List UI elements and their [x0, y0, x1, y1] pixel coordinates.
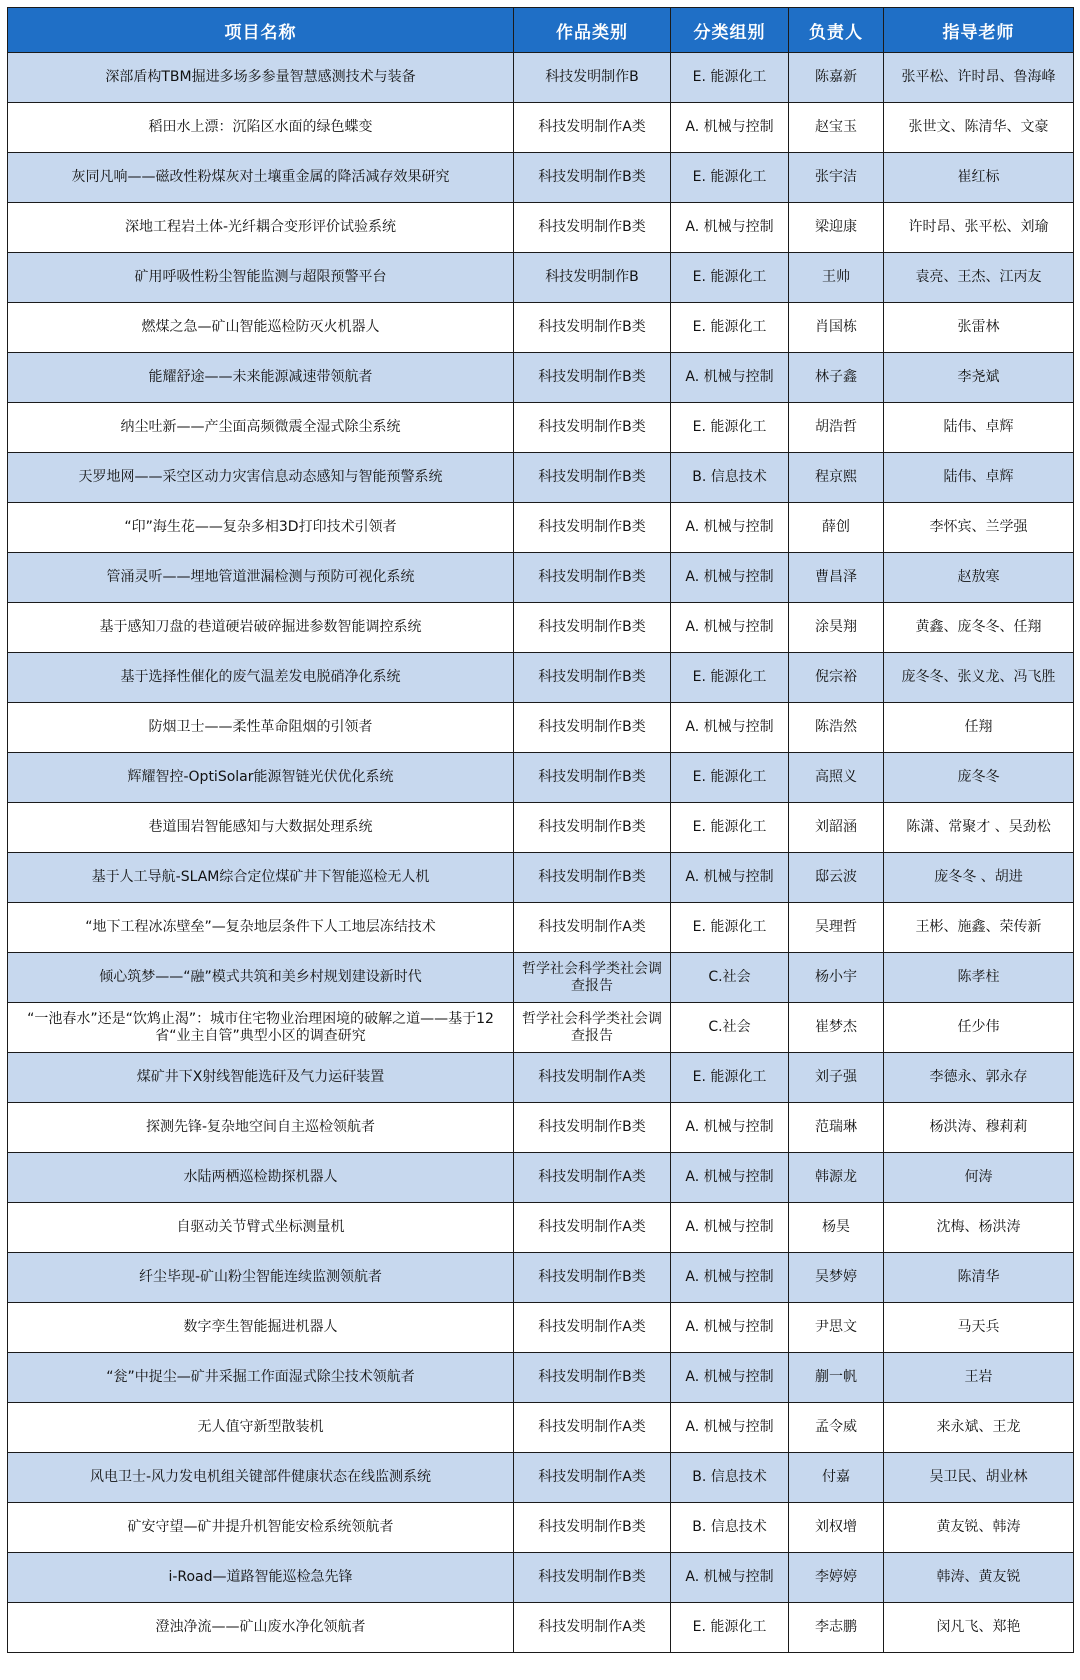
- project-name-cell: 纤尘毕现-矿山粉尘智能连续监测领航者: [8, 1253, 514, 1303]
- advisor-cell: 马天兵: [884, 1303, 1074, 1353]
- table-row: [8, 1453, 1074, 1503]
- leader-cell: 张宇洁: [789, 153, 884, 203]
- work-category-cell: 科技发明制作B类: [514, 753, 671, 803]
- group-cell: E. 能源化工: [671, 903, 789, 953]
- project-name-cell: 基于人工导航-SLAM综合定位煤矿井下智能巡检无人机: [8, 853, 514, 903]
- table-row: [8, 1403, 1074, 1453]
- table-row: [8, 603, 1074, 653]
- table-row: [8, 103, 1074, 153]
- leader-cell: 梁迎康: [789, 203, 884, 253]
- project-name-cell: 巷道围岩智能感知与大数据处理系统: [8, 803, 514, 853]
- leader-cell: 李志鹏: [789, 1603, 884, 1653]
- project-name-cell: 探测先锋-复杂地空间自主巡检领航者: [8, 1103, 514, 1153]
- advisor-cell: 王彬、施鑫、荣传新: [884, 903, 1074, 953]
- group-cell: A. 机械与控制: [671, 853, 789, 903]
- table-row: [8, 153, 1074, 203]
- project-name-cell: 深地工程岩土体-光纤耦合变形评价试验系统: [8, 203, 514, 253]
- work-category-cell: 科技发明制作B类: [514, 603, 671, 653]
- leader-cell: 高照义: [789, 753, 884, 803]
- leader-cell: 王帅: [789, 253, 884, 303]
- table-row: [8, 503, 1074, 553]
- project-name-cell: 灰同凡响——磁改性粉煤灰对土壤重金属的降活减存效果研究: [8, 153, 514, 203]
- advisor-cell: 张平松、许时昂、鲁海峰: [884, 53, 1074, 103]
- group-cell: C.社会: [671, 953, 789, 1003]
- group-cell: A. 机械与控制: [671, 1153, 789, 1203]
- advisor-cell: 黄鑫、庞冬冬、任翔: [884, 603, 1074, 653]
- project-name-cell: 基于选择性催化的废气温差发电脱硝净化系统: [8, 653, 514, 703]
- work-category-cell: 科技发明制作A类: [514, 903, 671, 953]
- group-cell: E. 能源化工: [671, 53, 789, 103]
- advisor-cell: 任少伟: [884, 1003, 1074, 1053]
- group-cell: A. 机械与控制: [671, 353, 789, 403]
- table-row: [8, 353, 1074, 403]
- work-category-cell: 科技发明制作B类: [514, 1353, 671, 1403]
- leader-cell: 刘韶涵: [789, 803, 884, 853]
- leader-cell: 尹思文: [789, 1303, 884, 1353]
- advisor-cell: 张雷林: [884, 303, 1074, 353]
- group-cell: E. 能源化工: [671, 303, 789, 353]
- advisor-cell: 陆伟、卓辉: [884, 403, 1074, 453]
- group-cell: A. 机械与控制: [671, 1403, 789, 1453]
- advisor-cell: 杨洪涛、穆莉莉: [884, 1103, 1074, 1153]
- group-cell: A. 机械与控制: [671, 603, 789, 653]
- table-row: [8, 553, 1074, 603]
- group-cell: A. 机械与控制: [671, 1553, 789, 1603]
- work-category-cell: 科技发明制作B类: [514, 653, 671, 703]
- project-name-cell: 数字孪生智能掘进机器人: [8, 1303, 514, 1353]
- work-category-cell: 科技发明制作B类: [514, 453, 671, 503]
- project-name-cell: 风电卫士-风力发电机组关键部件健康状态在线监测系统: [8, 1453, 514, 1503]
- work-category-cell: 科技发明制作B类: [514, 503, 671, 553]
- work-category-cell: 科技发明制作A类: [514, 1303, 671, 1353]
- table-row: [8, 53, 1074, 103]
- table-row: [8, 453, 1074, 503]
- table-row: [8, 1153, 1074, 1203]
- table-row: [8, 1303, 1074, 1353]
- work-category-cell: 科技发明制作A类: [514, 1203, 671, 1253]
- advisor-cell: 任翔: [884, 703, 1074, 753]
- leader-cell: 陈嘉新: [789, 53, 884, 103]
- header-project-name: 项目名称: [8, 8, 514, 53]
- group-cell: B. 信息技术: [671, 1503, 789, 1553]
- project-name-cell: 深部盾构TBM掘进多场多参量智慧感测技术与装备: [8, 53, 514, 103]
- leader-cell: 韩源龙: [789, 1153, 884, 1203]
- table-row: [8, 1553, 1074, 1603]
- group-cell: E. 能源化工: [671, 403, 789, 453]
- table-row: [8, 403, 1074, 453]
- work-category-cell: 科技发明制作B类: [514, 353, 671, 403]
- leader-cell: 倪宗裕: [789, 653, 884, 703]
- leader-cell: 李婷婷: [789, 1553, 884, 1603]
- table-row: [8, 953, 1074, 1003]
- group-cell: E. 能源化工: [671, 253, 789, 303]
- leader-cell: 肖国栋: [789, 303, 884, 353]
- leader-cell: 蒯一帆: [789, 1353, 884, 1403]
- project-name-cell: 矿安守望—矿井提升机智能安检系统领航者: [8, 1503, 514, 1553]
- project-name-cell: 燃煤之急—矿山智能巡检防灭火机器人: [8, 303, 514, 353]
- leader-cell: 胡浩哲: [789, 403, 884, 453]
- table-row: [8, 1203, 1074, 1253]
- table-row: [8, 303, 1074, 353]
- project-name-cell: “地下工程冰冻壁垒”—复杂地层条件下人工地层冻结技术: [8, 903, 514, 953]
- advisor-cell: 李德永、郭永存: [884, 1053, 1074, 1103]
- group-cell: E. 能源化工: [671, 803, 789, 853]
- group-cell: A. 机械与控制: [671, 553, 789, 603]
- project-name-cell: 矿用呼吸性粉尘智能监测与超限预警平台: [8, 253, 514, 303]
- leader-cell: 吴理哲: [789, 903, 884, 953]
- table-row: [8, 1353, 1074, 1403]
- advisor-cell: 庞冬冬、张义龙、冯飞胜: [884, 653, 1074, 703]
- project-name-cell: “印”海生花——复杂多相3D打印技术引领者: [8, 503, 514, 553]
- leader-cell: 刘权增: [789, 1503, 884, 1553]
- group-cell: A. 机械与控制: [671, 1253, 789, 1303]
- group-cell: A. 机械与控制: [671, 1353, 789, 1403]
- work-category-cell: 科技发明制作A类: [514, 1453, 671, 1503]
- project-name-cell: 基于感知刀盘的巷道硬岩破碎掘进参数智能调控系统: [8, 603, 514, 653]
- header-leader: 负责人: [789, 8, 884, 53]
- table-row: [8, 1253, 1074, 1303]
- project-name-cell: 倾心筑梦——“融”模式共筑和美乡村规划建设新时代: [8, 953, 514, 1003]
- project-name-cell: 无人值守新型散装机: [8, 1403, 514, 1453]
- leader-cell: 杨小宇: [789, 953, 884, 1003]
- leader-cell: 曹昌泽: [789, 553, 884, 603]
- work-category-cell: 科技发明制作B类: [514, 203, 671, 253]
- leader-cell: 涂昊翔: [789, 603, 884, 653]
- advisor-cell: 李怀宾、兰学强: [884, 503, 1074, 553]
- advisor-cell: 沈梅、杨洪涛: [884, 1203, 1074, 1253]
- work-category-cell: 科技发明制作B类: [514, 553, 671, 603]
- project-name-cell: 能耀舒途——未来能源减速带领航者: [8, 353, 514, 403]
- group-cell: E. 能源化工: [671, 1053, 789, 1103]
- work-category-cell: 科技发明制作A类: [514, 1403, 671, 1453]
- leader-cell: 孟令威: [789, 1403, 884, 1453]
- advisor-cell: 赵敖寒: [884, 553, 1074, 603]
- work-category-cell: 科技发明制作B类: [514, 303, 671, 353]
- leader-cell: 崔梦杰: [789, 1003, 884, 1053]
- work-category-cell: 哲学社会科学类社会调查报告: [514, 1003, 671, 1053]
- advisor-cell: 许时昂、张平松、刘瑜: [884, 203, 1074, 253]
- table-row: [8, 703, 1074, 753]
- group-cell: B. 信息技术: [671, 453, 789, 503]
- advisor-cell: 庞冬冬: [884, 753, 1074, 803]
- work-category-cell: 科技发明制作B类: [514, 1253, 671, 1303]
- leader-cell: 刘子强: [789, 1053, 884, 1103]
- group-cell: A. 机械与控制: [671, 203, 789, 253]
- table-row: [8, 1003, 1074, 1053]
- project-name-cell: 自驱动关节臂式坐标测量机: [8, 1203, 514, 1253]
- project-name-cell: “瓮”中捉尘—矿井采掘工作面湿式除尘技术领航者: [8, 1353, 514, 1403]
- group-cell: C.社会: [671, 1003, 789, 1053]
- advisor-cell: 陆伟、卓辉: [884, 453, 1074, 503]
- group-cell: A. 机械与控制: [671, 703, 789, 753]
- leader-cell: 杨昊: [789, 1203, 884, 1253]
- project-name-cell: 纳尘吐新——产尘面高频微震全湿式除尘系统: [8, 403, 514, 453]
- table-header-row: [8, 8, 1074, 53]
- table-row: [8, 853, 1074, 903]
- group-cell: B. 信息技术: [671, 1453, 789, 1503]
- leader-cell: 薛创: [789, 503, 884, 553]
- table-row: [8, 653, 1074, 703]
- advisor-cell: 闵凡飞、郑艳: [884, 1603, 1074, 1653]
- table-row: [8, 1103, 1074, 1153]
- project-name-cell: i-Road—道路智能巡检急先锋: [8, 1553, 514, 1603]
- group-cell: A. 机械与控制: [671, 503, 789, 553]
- table-body: [8, 53, 1074, 1653]
- header-work-category: 作品类别: [514, 8, 671, 53]
- project-name-cell: 辉耀智控-OptiSolar能源智链光伏优化系统: [8, 753, 514, 803]
- table-row: [8, 253, 1074, 303]
- advisor-cell: 陈孝柱: [884, 953, 1074, 1003]
- leader-cell: 付嘉: [789, 1453, 884, 1503]
- advisor-cell: 陈潇、常聚才 、吴劲松: [884, 803, 1074, 853]
- work-category-cell: 科技发明制作B类: [514, 803, 671, 853]
- work-category-cell: 科技发明制作A类: [514, 1153, 671, 1203]
- work-category-cell: 科技发明制作B类: [514, 703, 671, 753]
- group-cell: A. 机械与控制: [671, 1103, 789, 1153]
- work-category-cell: 科技发明制作B: [514, 53, 671, 103]
- work-category-cell: 科技发明制作B类: [514, 403, 671, 453]
- work-category-cell: 科技发明制作A类: [514, 1603, 671, 1653]
- work-category-cell: 科技发明制作B类: [514, 1103, 671, 1153]
- project-name-cell: 天罗地网——采空区动力灾害信息动态感知与智能预警系统: [8, 453, 514, 503]
- leader-cell: 范瑞琳: [789, 1103, 884, 1153]
- work-category-cell: 科技发明制作B类: [514, 153, 671, 203]
- advisor-cell: 袁亮、王杰、江丙友: [884, 253, 1074, 303]
- work-category-cell: 科技发明制作B类: [514, 1503, 671, 1553]
- leader-cell: 陈浩然: [789, 703, 884, 753]
- group-cell: E. 能源化工: [671, 653, 789, 703]
- table-row: [8, 203, 1074, 253]
- advisor-cell: 崔红标: [884, 153, 1074, 203]
- project-table-sheet: [7, 7, 1073, 1653]
- advisor-cell: 韩涛、黄友锐: [884, 1553, 1074, 1603]
- project-name-cell: 煤矿井下X射线智能选矸及气力运矸装置: [8, 1053, 514, 1103]
- leader-cell: 吴梦婷: [789, 1253, 884, 1303]
- leader-cell: 林子鑫: [789, 353, 884, 403]
- work-category-cell: 科技发明制作A类: [514, 103, 671, 153]
- advisor-cell: 吴卫民、胡业林: [884, 1453, 1074, 1503]
- group-cell: A. 机械与控制: [671, 103, 789, 153]
- leader-cell: 程京熙: [789, 453, 884, 503]
- work-category-cell: 科技发明制作B类: [514, 853, 671, 903]
- advisor-cell: 庞冬冬 、胡进: [884, 853, 1074, 903]
- advisor-cell: 何涛: [884, 1153, 1074, 1203]
- project-name-cell: “一池春水”还是“饮鸩止渴”：城市住宅物业治理困境的破解之道——基于12省“业主自管”典型小区的调查研究: [8, 1003, 514, 1053]
- work-category-cell: 科技发明制作A类: [514, 1053, 671, 1103]
- advisor-cell: 陈清华: [884, 1253, 1074, 1303]
- group-cell: A. 机械与控制: [671, 1203, 789, 1253]
- work-category-cell: 科技发明制作B类: [514, 1553, 671, 1603]
- group-cell: E. 能源化工: [671, 1603, 789, 1653]
- group-cell: E. 能源化工: [671, 153, 789, 203]
- table-row: [8, 1503, 1074, 1553]
- project-name-cell: 稻田水上漂：沉陷区水面的绿色蝶变: [8, 103, 514, 153]
- table-row: [8, 903, 1074, 953]
- project-table: [7, 7, 1074, 1653]
- table-row: [8, 753, 1074, 803]
- project-name-cell: 水陆两栖巡检勘探机器人: [8, 1153, 514, 1203]
- work-category-cell: 科技发明制作B: [514, 253, 671, 303]
- project-name-cell: 防烟卫士——柔性革命阻烟的引领者: [8, 703, 514, 753]
- table-row: [8, 1053, 1074, 1103]
- work-category-cell: 哲学社会科学类社会调查报告: [514, 953, 671, 1003]
- project-name-cell: 澄浊净流——矿山废水净化领航者: [8, 1603, 514, 1653]
- leader-cell: 邸云波: [789, 853, 884, 903]
- table-row: [8, 803, 1074, 853]
- advisor-cell: 来永斌、王龙: [884, 1403, 1074, 1453]
- header-group: 分类组别: [671, 8, 789, 53]
- project-name-cell: 管涌灵听——埋地管道泄漏检测与预防可视化系统: [8, 553, 514, 603]
- advisor-cell: 张世文、陈清华、文豪: [884, 103, 1074, 153]
- header-advisor: 指导老师: [884, 8, 1074, 53]
- advisor-cell: 王岩: [884, 1353, 1074, 1403]
- advisor-cell: 李尧斌: [884, 353, 1074, 403]
- leader-cell: 赵宝玉: [789, 103, 884, 153]
- group-cell: E. 能源化工: [671, 753, 789, 803]
- group-cell: A. 机械与控制: [671, 1303, 789, 1353]
- advisor-cell: 黄友锐、韩涛: [884, 1503, 1074, 1553]
- table-row: [8, 1603, 1074, 1653]
